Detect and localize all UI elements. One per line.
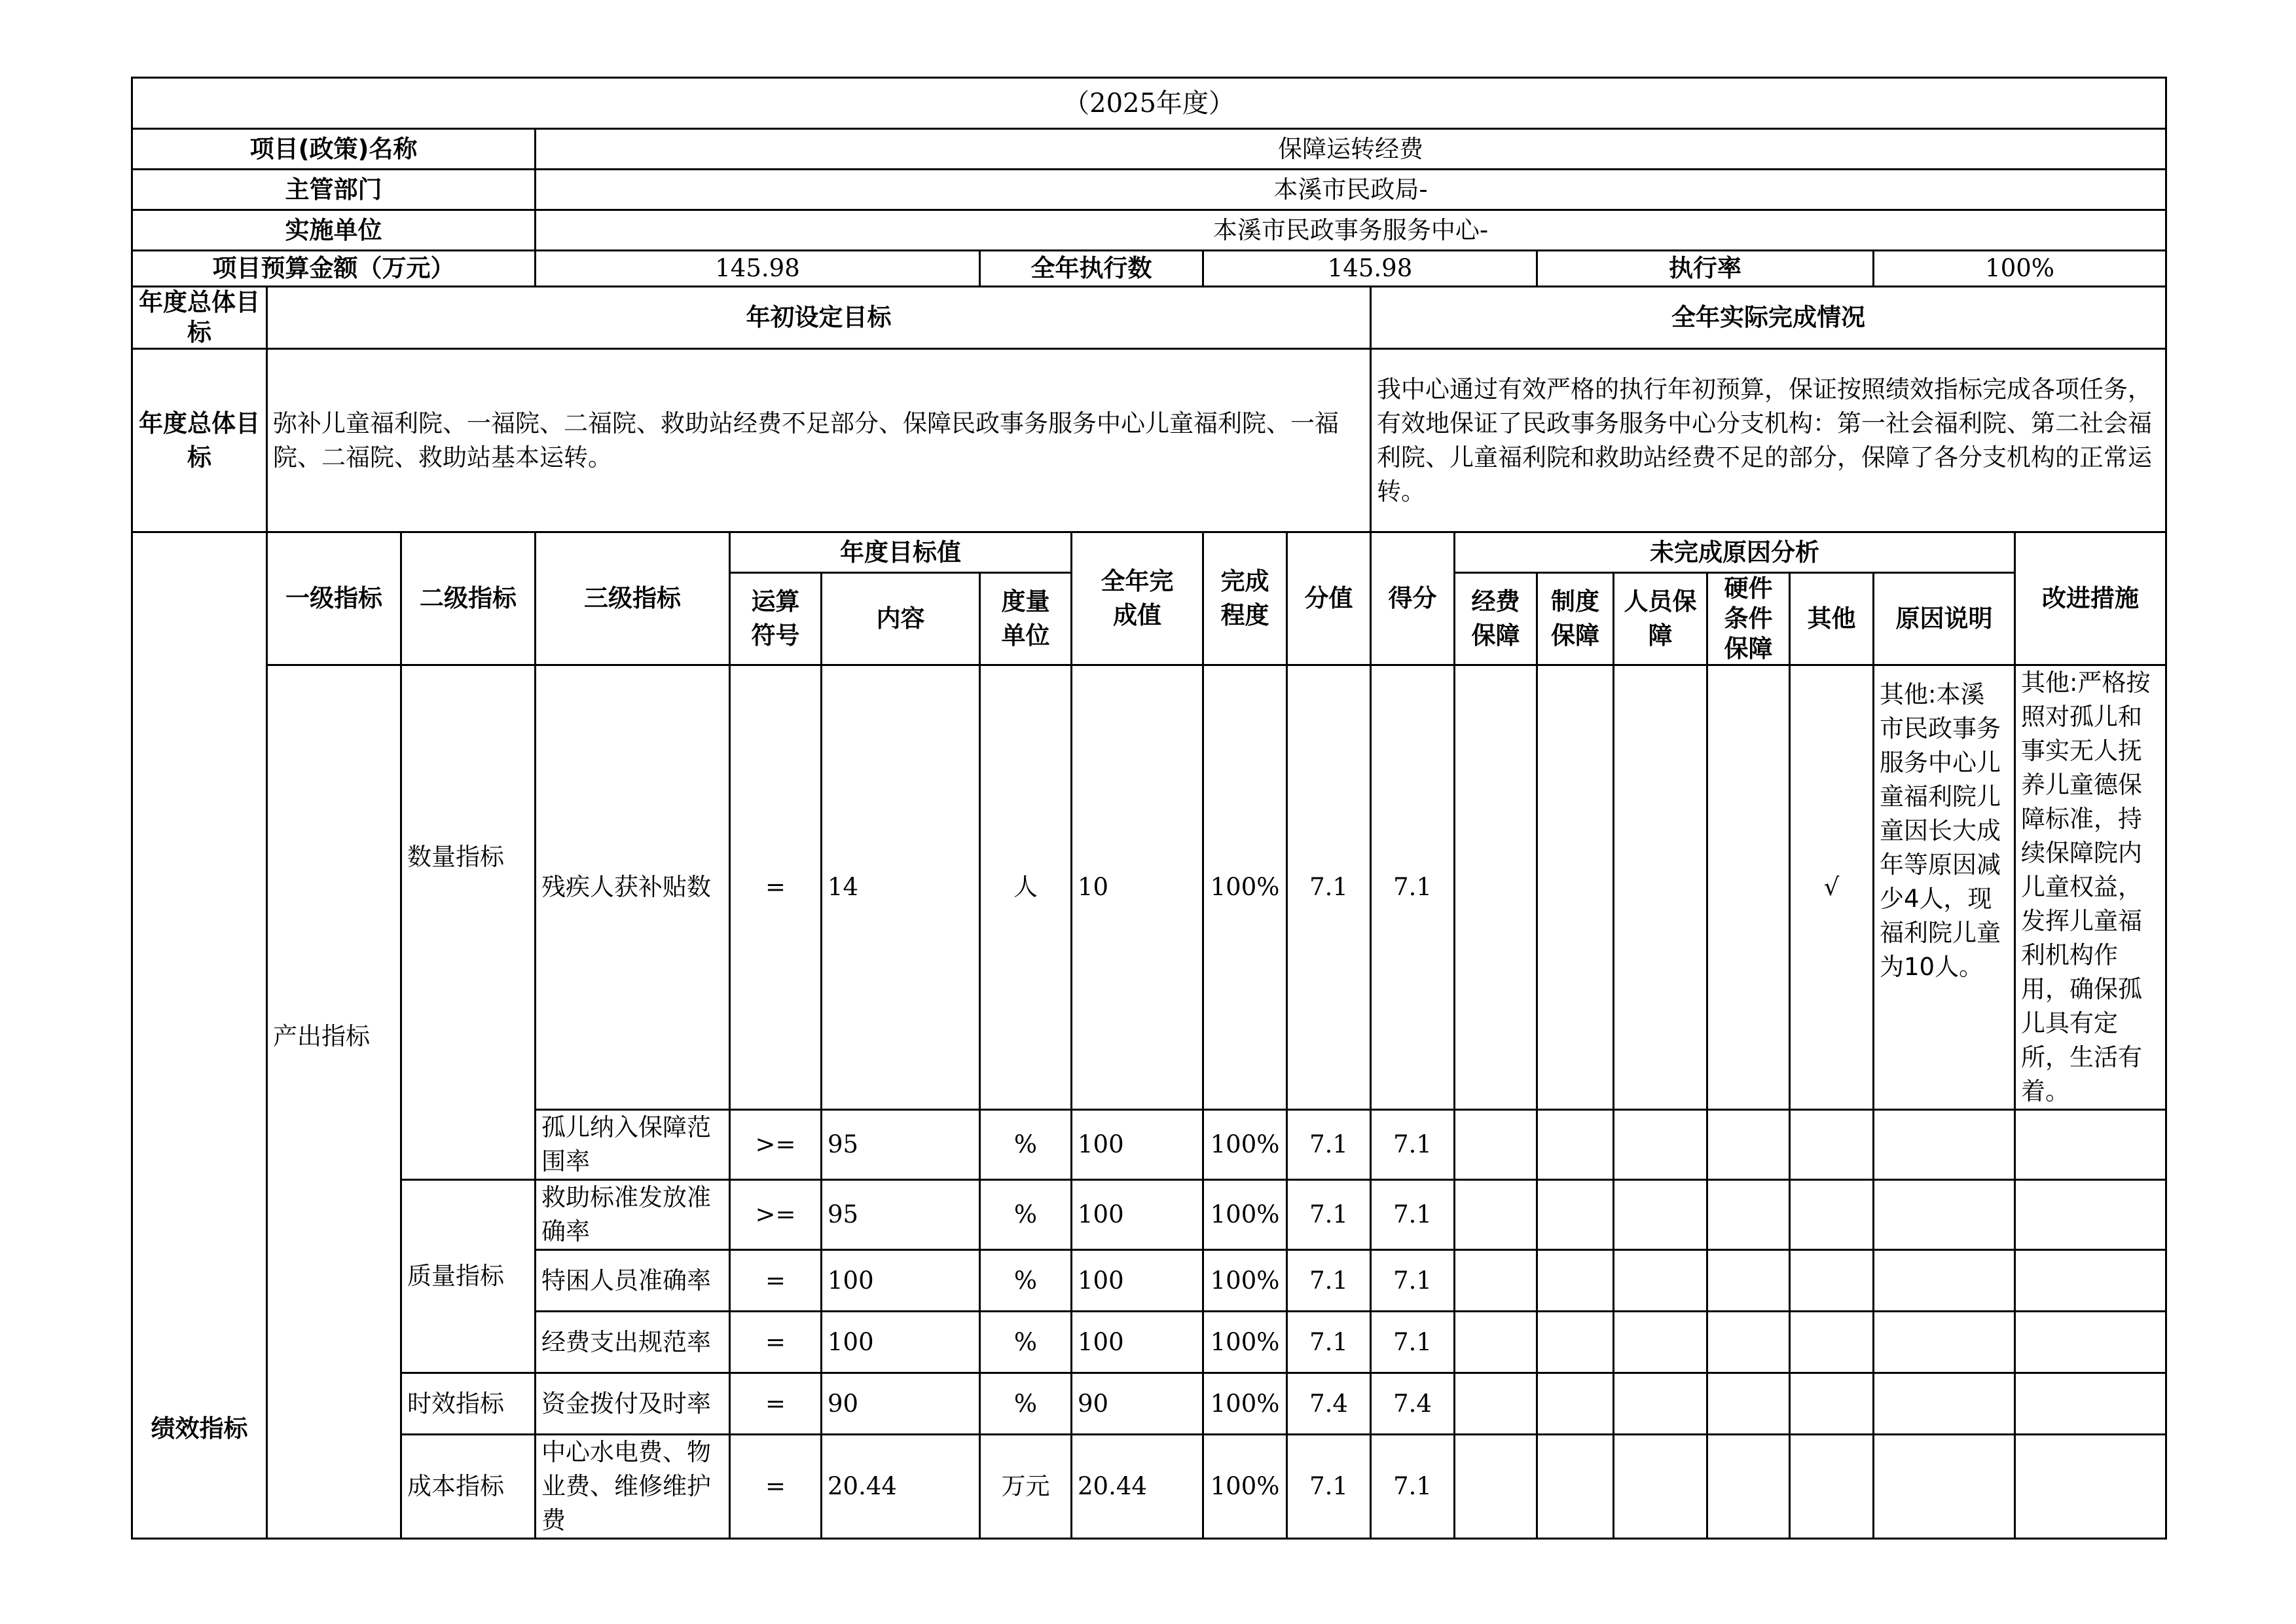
rate-value: 100% [1874, 251, 2166, 287]
header-reason-group: 未完成原因分析 [1455, 532, 2015, 573]
row-personnel [1614, 1180, 1707, 1250]
row-score: 7.1 [1371, 665, 1455, 1110]
row-name: 残疾人获补贴数 [536, 665, 730, 1110]
performance-indicators-label: 绩效指标 [132, 532, 267, 1539]
row-hardware [1707, 665, 1790, 1110]
row-actual: 100 [1072, 1180, 1203, 1250]
row-degree: 100% [1203, 665, 1287, 1110]
header-level3: 三级指标 [536, 532, 730, 665]
row-unit: % [980, 1180, 1072, 1250]
row-score: 7.1 [1371, 1180, 1455, 1250]
row-system [1537, 665, 1614, 1110]
row-actual: 90 [1072, 1373, 1203, 1435]
header-degree: 完成程度 [1203, 532, 1287, 665]
row-degree: 100% [1203, 1312, 1287, 1373]
row-personnel [1614, 1312, 1707, 1373]
row-other-check [1790, 1435, 1874, 1539]
performance-table [131, 77, 2167, 1540]
row-unit: % [980, 1312, 1072, 1373]
row-other-check: √ [1790, 665, 1874, 1110]
row-funding [1455, 1435, 1537, 1539]
row-name: 经费支出规范率 [536, 1312, 730, 1373]
row-name: 救助标准发放准确率 [536, 1180, 730, 1250]
header-funding: 经费保障 [1455, 573, 1537, 665]
row-personnel [1614, 1435, 1707, 1539]
executed-value: 145.98 [1203, 251, 1537, 287]
row-funding [1455, 665, 1537, 1110]
row-operator: >= [730, 1180, 822, 1250]
row-funding [1455, 1250, 1537, 1312]
row-actual: 100 [1072, 1110, 1203, 1180]
row-improvement [2015, 1110, 2166, 1180]
row-reason [1874, 1435, 2015, 1539]
row-content: 100 [822, 1312, 980, 1373]
actual-completion-text: 我中心通过有效严格的执行年初预算，保证按照绩效指标完成各项任务，有效地保证了民政事务服务中心分支机构：第一社会福利院、第二社会福利院、儿童福利院和救助站经费不足的部分，保障了各分支机构的正常运转。 [1371, 349, 2166, 532]
row-other-check [1790, 1373, 1874, 1435]
row-unit: 人 [980, 665, 1072, 1110]
level2-quality: 质量指标 [401, 1180, 536, 1373]
row-actual: 100 [1072, 1312, 1203, 1373]
row-personnel [1614, 1110, 1707, 1180]
row-hardware [1707, 1180, 1790, 1250]
row-operator: = [730, 1373, 822, 1435]
row-reason [1874, 1110, 2015, 1180]
row-improvement [2015, 1250, 2166, 1312]
header-score: 得分 [1371, 532, 1455, 665]
header-level2: 二级指标 [401, 532, 536, 665]
row-reason [1874, 1180, 2015, 1250]
level2-quantity: 数量指标 [401, 665, 536, 1180]
row-improvement [2015, 1373, 2166, 1435]
header-improvement: 改进措施 [2015, 532, 2166, 665]
row-hardware [1707, 1435, 1790, 1539]
row-value: 7.1 [1287, 1435, 1371, 1539]
row-value: 7.1 [1287, 1250, 1371, 1312]
header-other: 其他 [1790, 573, 1874, 665]
row-value: 7.1 [1287, 665, 1371, 1110]
row-reason [1874, 1373, 2015, 1435]
row-improvement: 其他:严格按照对孤儿和事实无人抚养儿童德保障标准，持续保障院内儿童权益，发挥儿童福利机构作用，确保孤儿具有定所，生活有着。 [2015, 665, 2166, 1110]
level2-timeliness: 时效指标 [401, 1373, 536, 1435]
row-improvement [2015, 1180, 2166, 1250]
budget-label: 项目预算金额（万元） [132, 251, 536, 287]
row-content: 20.44 [822, 1435, 980, 1539]
row-content: 100 [822, 1250, 980, 1312]
row-value: 7.1 [1287, 1110, 1371, 1180]
header-operator: 运算符号 [730, 573, 822, 665]
row-hardware [1707, 1110, 1790, 1180]
unit-label: 实施单位 [132, 210, 536, 251]
row-degree: 100% [1203, 1180, 1287, 1250]
goals-row-label-top: 年度总体目标 [132, 287, 267, 349]
header-content: 内容 [822, 573, 980, 665]
initial-goals-header: 年初设定目标 [267, 287, 1371, 349]
level1-output: 产出指标 [267, 665, 401, 1539]
header-personnel: 人员保障 [1614, 573, 1707, 665]
row-other-check [1790, 1250, 1874, 1312]
row-other-check [1790, 1180, 1874, 1250]
row-reason [1874, 1312, 2015, 1373]
year-title: （2025年度） [132, 78, 2166, 129]
header-level1: 一级指标 [267, 532, 401, 665]
row-degree: 100% [1203, 1110, 1287, 1180]
executed-label: 全年执行数 [980, 251, 1203, 287]
row-name: 中心水电费、物业费、维修维护费 [536, 1435, 730, 1539]
department-value: 本溪市民政局- [536, 170, 2166, 210]
header-system: 制度保障 [1537, 573, 1614, 665]
row-unit: % [980, 1110, 1072, 1180]
initial-goals-text: 弥补儿童福利院、一福院、二福院、救助站经费不足部分、保障民政事务服务中心儿童福利院、一福院、二福院、救助站基本运转。 [267, 349, 1371, 532]
row-score: 7.1 [1371, 1250, 1455, 1312]
row-reason [1874, 1250, 2015, 1312]
row-unit: % [980, 1373, 1072, 1435]
row-other-check [1790, 1110, 1874, 1180]
row-content: 95 [822, 1110, 980, 1180]
row-value: 7.4 [1287, 1373, 1371, 1435]
row-operator: = [730, 1312, 822, 1373]
header-target-group: 年度目标值 [730, 532, 1072, 573]
row-degree: 100% [1203, 1250, 1287, 1312]
unit-value: 本溪市民政事务服务中心- [536, 210, 2166, 251]
row-system [1537, 1110, 1614, 1180]
row-personnel [1614, 1373, 1707, 1435]
level2-cost: 成本指标 [401, 1435, 536, 1539]
actual-completion-header: 全年实际完成情况 [1371, 287, 2166, 349]
row-name: 特困人员准确率 [536, 1250, 730, 1312]
row-system [1537, 1312, 1614, 1373]
row-reason: 其他:本溪市民政事务服务中心儿童福利院儿童因长大成年等原因减少4人，现福利院儿童为10人。 [1874, 665, 2015, 1110]
project-name-value: 保障运转经费 [536, 129, 2166, 170]
row-system [1537, 1180, 1614, 1250]
row-value: 7.1 [1287, 1312, 1371, 1373]
row-actual: 10 [1072, 665, 1203, 1110]
row-operator: = [730, 1435, 822, 1539]
row-content: 14 [822, 665, 980, 1110]
row-hardware [1707, 1250, 1790, 1312]
row-degree: 100% [1203, 1435, 1287, 1539]
row-hardware [1707, 1373, 1790, 1435]
row-personnel [1614, 665, 1707, 1110]
department-label: 主管部门 [132, 170, 536, 210]
row-score: 7.4 [1371, 1373, 1455, 1435]
row-degree: 100% [1203, 1373, 1287, 1435]
row-improvement [2015, 1435, 2166, 1539]
row-actual: 100 [1072, 1250, 1203, 1312]
row-other-check [1790, 1312, 1874, 1373]
row-funding [1455, 1110, 1537, 1180]
row-score: 7.1 [1371, 1435, 1455, 1539]
row-unit: % [980, 1250, 1072, 1312]
row-name: 资金拨付及时率 [536, 1373, 730, 1435]
row-score: 7.1 [1371, 1110, 1455, 1180]
header-unit: 度量单位 [980, 573, 1072, 665]
row-system [1537, 1373, 1614, 1435]
row-unit: 万元 [980, 1435, 1072, 1539]
row-operator: = [730, 665, 822, 1110]
row-funding [1455, 1373, 1537, 1435]
row-system [1537, 1250, 1614, 1312]
row-name: 孤儿纳入保障范围率 [536, 1110, 730, 1180]
row-personnel [1614, 1250, 1707, 1312]
row-hardware [1707, 1312, 1790, 1373]
header-hardware: 硬件条件保障 [1707, 573, 1790, 665]
row-actual: 20.44 [1072, 1435, 1203, 1539]
row-system [1537, 1435, 1614, 1539]
rate-label: 执行率 [1537, 251, 1874, 287]
header-score-value: 分值 [1287, 532, 1371, 665]
header-actual: 全年完成值 [1072, 532, 1203, 665]
row-operator: = [730, 1250, 822, 1312]
row-improvement [2015, 1312, 2166, 1373]
project-name-label: 项目(政策)名称 [132, 129, 536, 170]
row-content: 95 [822, 1180, 980, 1250]
row-content: 90 [822, 1373, 980, 1435]
row-funding [1455, 1312, 1537, 1373]
goals-row-label: 年度总体目标 [132, 349, 267, 532]
header-reason-desc: 原因说明 [1874, 573, 2015, 665]
row-funding [1455, 1180, 1537, 1250]
row-operator: >= [730, 1110, 822, 1180]
row-score: 7.1 [1371, 1312, 1455, 1373]
budget-value: 145.98 [536, 251, 980, 287]
row-value: 7.1 [1287, 1180, 1371, 1250]
